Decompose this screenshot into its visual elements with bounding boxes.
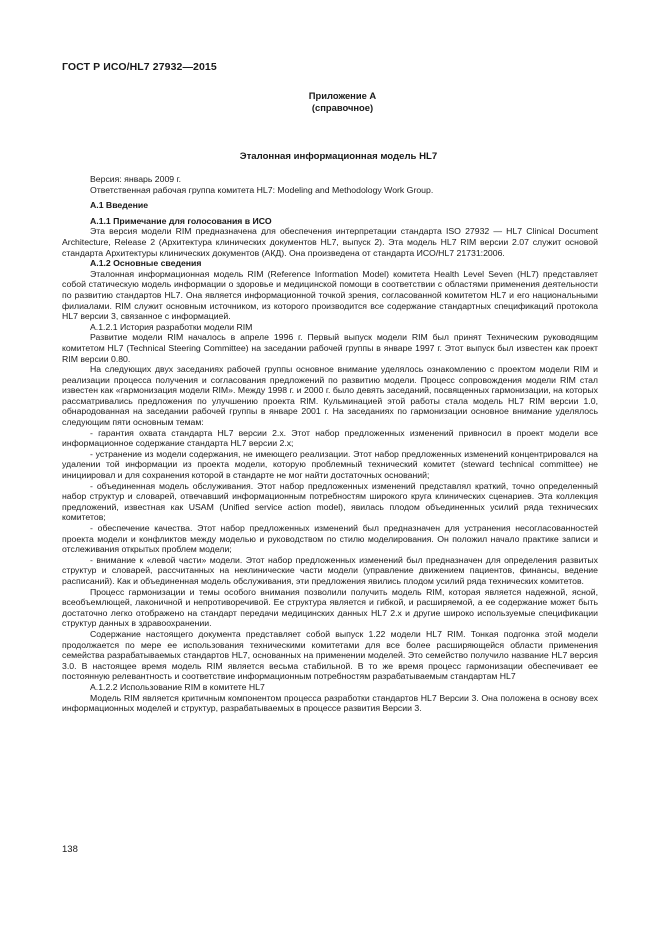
list-item: - гарантия охвата стандарта HL7 версии 2.х. Этот набор предложенных изменений привносил в проект модели все информационное содержание стандарта HL7 версии 2.х; bbox=[62, 427, 598, 449]
document-body bbox=[62, 174, 598, 714]
list-item: - устранение из модели содержания, не имеющего реализации. Этот набор предложенных изменений концентрировался на удалении той информации из проекта модели, которую проблемный технический комитет (steward technical committee) не инициировал и для сохранения которой в стандарте не мог найти достаточных оснований; bbox=[62, 448, 598, 481]
annex-title: Эталонная информационная модель HL7 bbox=[239, 151, 438, 162]
version-line: Версия: январь 2009 г. bbox=[90, 174, 182, 184]
paragraph: Эта версия модели RIM предназначена для обеспечения интерпретации стандарта ISO 27932 — HL7 Clinical Document Architecture, Release 2 (Архитектура клинических документов HL7, выпуск 2). Эта модель HL7 RIM версии 2.07 служит основой стандарта Архитектуры клинических документов (АКД). Она произведена от стандарта ИСО/HL7 21731:2006. bbox=[62, 226, 598, 258]
paragraph: Процесс гармонизации и темы особого внимания позволили получить модель RIM, которая является надежной, ясной, всеобъемлющей, лаконичной и непротиворечивой. Ее структура является и гибкой, и расширяемой, а ее содержание может быть достаточно легко отображено на стандарт передачи медицинских данных HL7 2.х и другие широко используемые спецификации структур данных в здравоохранении. bbox=[62, 586, 598, 629]
annex-type: (справочное) bbox=[311, 102, 374, 113]
paragraph: Развитие модели RIM началось в апреле 1996 г. Первый выпуск модели RIM был принят Техническим руководящим комитетом HL7 (Technical Steering Committee) на заседании рабочей группы в январе 1997 г. Этот выпуск был известен как проект RIM версии 0.80. bbox=[62, 332, 598, 364]
list-item: - внимание к «левой части» модели. Этот набор предложенных изменений был предназначен для определения развитых структур и словарей, рассчитанных на неклинические части модели (управление движением пациентов, финансы, ведение расписаний). Как и объединенная модель обслуживания, эти предложения явились плодом усилий ряда технических комитетов. bbox=[62, 554, 598, 586]
section-heading-a11: А.1.1 Примечание для голосования в ИСО bbox=[90, 215, 272, 226]
section-heading-a122: А.1.2.2 Использование RIM в комитете HL7 bbox=[90, 681, 265, 692]
page-number: 138 bbox=[62, 844, 78, 855]
paragraph: Содержание настоящего документа представляет собой выпуск 1.22 модели HL7 RIM. Тонкая подгонка этой модели продолжается по мере ее использования техническими комитетами для все более расширяющейся области применения семейства разрабатываемых стандартов HL7, основанных на применении моделей. Это семейство получило название HL7 версия 3.0. В настоящее время модель RIM является весьма стабильной. В то же время процесс гармонизации обеспечивает ее постоянную релевантность и соответствие информационным потребностям разрабатываемым стандартам HL7 bbox=[62, 628, 598, 682]
list-item: - обеспечение качества. Этот набор предложенных изменений был предназначен для устранения несогласованностей проекта модели и конфликтов между моделью и руководством по стилю моделирования. Он положил начало практике записи и отслеживания открытых проблем модели; bbox=[62, 523, 598, 555]
document-header: ГОСТ Р ИСО/HL7 27932—2015 bbox=[62, 61, 217, 73]
list-item: - объединенная модель обслуживания. Этот набор предложенных изменений представлял краткий, точно определенный набор структур и словарей, отвечавший информационным потребностям широкого круга клинических сценариев. Эта коллекция предложений, известная как USAM (Unified service action model), явилась плодом объединенных усилий ряда технических комитетов; bbox=[62, 480, 598, 523]
paragraph: Эталонная информационная модель RIM (Reference Information Model) комитета Health Level Seven (HL7) представляет собой статическую модель информации о здоровье и медицинской помощи в соответствии с областями применения деятельности по развитию стандартов HL7. Она является информационной точкой зрения, согласованной комитетом HL7 и его национальными филиалами. RIM служит основным источником, из которого производится все содержание стандартных спецификаций протокола HL7 версии 3, связанное с информацией. bbox=[62, 268, 598, 322]
annex-heading bbox=[0, 90, 661, 114]
section-heading-a12: А.1.2 Основные сведения bbox=[90, 258, 202, 269]
paragraph: Модель RIM является критичным компонентом процесса разработки стандартов HL7 Версии 3. Она положена в основу всех информационных моделей и структур, разрабатываемых в процессе развития Версии 3. bbox=[62, 692, 598, 714]
paragraph: На следующих двух заседаниях рабочей группы основное внимание уделялось ознакомлению с проектом модели RIM и реализации процесса получения и согласования предложений по развитию модели. Процесс сопровождения модели RIM стал известен как «гармонизация модели RIM». Между 1998 г. и 2000 г. было девять заседаний, посвященных гармонизации, на которых рассматривались предложения по улучшению проекта RIM. Кульминацией этой работы стала модель HL7 RIM версии 1.0, обнародованная на заседании рабочей группы в январе 2001 г. На заседаниях по гармонизации основное внимание уделялось следующим пяти основным темам: bbox=[62, 364, 598, 428]
annex-label: Приложение А bbox=[308, 90, 377, 101]
section-heading-a121: А.1.2.1 История разработки модели RIM bbox=[90, 321, 253, 332]
section-heading-a1: А.1 Введение bbox=[90, 200, 149, 211]
working-group-line: Ответственная рабочая группа комитета HL7: Modeling and Methodology Work Group. bbox=[90, 184, 434, 195]
